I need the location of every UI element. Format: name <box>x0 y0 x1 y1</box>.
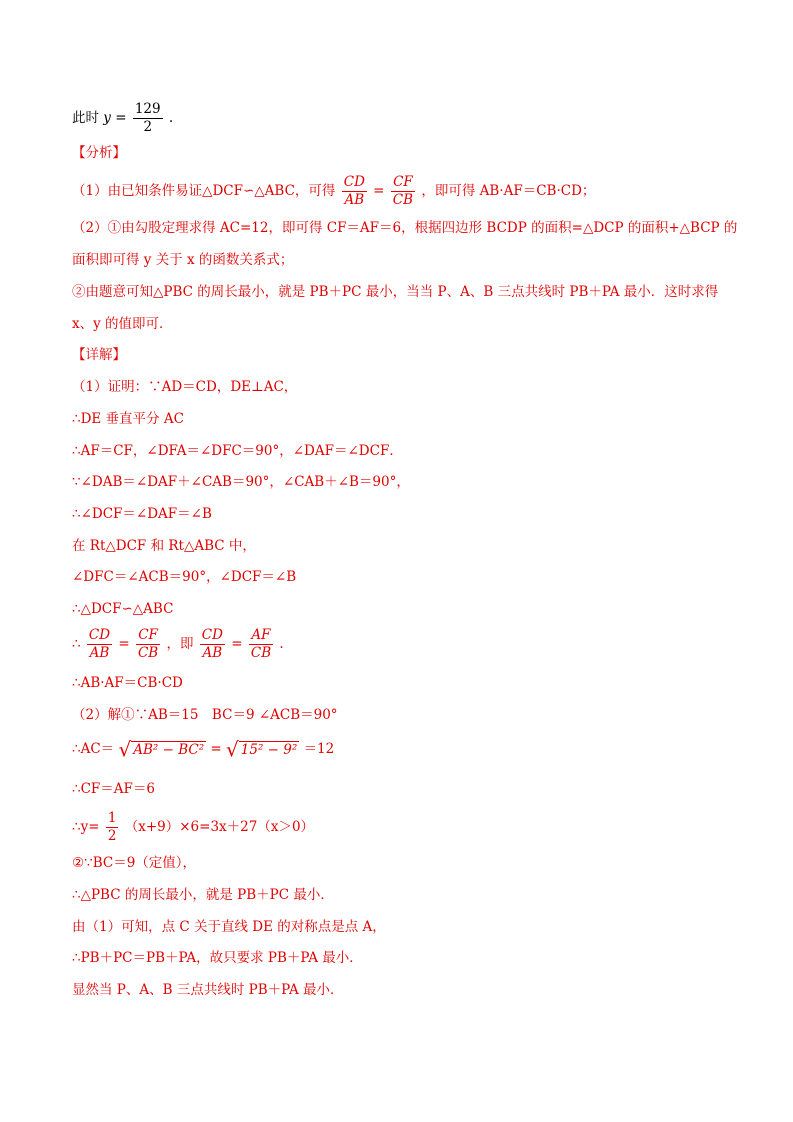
analysis-line-3a: ②由题意可知△PBC 的周长最小，就是 PB＋PC 最小，当当 P、A、B 三点共线时 PB＋PA 最小．这时求得 <box>72 284 719 300</box>
analysis-line-2a: （2）①由勾股定理求得 AC=12，即可得 CF＝AF＝6，根据四边形 BCDP 的面积=△DCP 的面积+△BCP 的 <box>72 220 738 236</box>
fraction-denominator: AB <box>202 645 223 661</box>
detail-line-5: ∴∠DCF＝∠DAF＝∠B <box>72 506 212 522</box>
fraction-numerator: CF <box>136 627 160 645</box>
detail-line-19: 显然当 P、A、B 三点共线时 PB＋PA 最小． <box>72 982 344 998</box>
detail-line-4: ∵∠DAB＝∠DAF＋∠CAB＝90°，∠CAB＋∠B＝90°， <box>72 474 410 490</box>
detail-line-13: ∴CF＝AF＝6 <box>72 781 155 797</box>
analysis-line-1 <box>72 174 595 209</box>
detail-line-16: ∴△PBC 的周长最小，就是 PB＋PC 最小． <box>72 887 334 903</box>
fraction-cf-cb <box>391 174 415 209</box>
result-suffix: . <box>168 110 174 126</box>
fraction-denominator: CB <box>137 645 159 661</box>
detail-line-17: 由（1）可知，点 C 关于直线 DE 的对称点是点 A， <box>72 919 386 935</box>
fraction-cd-ab <box>200 627 225 662</box>
result-fraction <box>133 101 163 136</box>
detail-header: 【详解】 <box>72 347 126 363</box>
fraction-numerator: 129 <box>134 101 161 117</box>
detail-line-3: ∴AF＝CF，∠DFA＝∠DFC＝90°，∠DAF＝∠DCF． <box>72 443 403 459</box>
analysis-header: 【分析】 <box>72 145 126 161</box>
fraction-denominator: CB <box>250 645 272 661</box>
result-var: y <box>103 110 111 126</box>
fraction-denominator: AB <box>89 645 110 661</box>
fraction-denominator: 2 <box>107 828 117 844</box>
fraction-denominator: 2 <box>143 119 153 135</box>
analysis-line-2b: 面积即可得 y 关于 x 的函数关系式； <box>72 252 294 268</box>
result-eq: = <box>110 110 131 126</box>
sqrt-icon: √ <box>118 737 132 762</box>
detail-line-15: ②∵BC＝9（定值）， <box>72 855 197 871</box>
fraction-cd-ab <box>87 627 112 662</box>
detail-text: ＝12 <box>303 741 335 757</box>
radicand: AB² − BC² <box>133 741 205 758</box>
fraction-af-cb <box>249 627 273 662</box>
detail-text: ∴AC＝ <box>72 741 115 757</box>
fraction-numerator: 1 <box>107 810 117 826</box>
fraction-numerator: CD <box>343 174 365 190</box>
analysis-line-3b: x、y 的值即可． <box>72 316 173 332</box>
sqrt-icon: √ <box>226 737 239 762</box>
fraction-numerator: AF <box>249 627 273 645</box>
detail-text: ∴y= <box>72 819 100 835</box>
detail-line-14 <box>72 810 314 845</box>
detail-line-6: 在 Rt△DCF 和 Rt△ABC 中， <box>72 538 256 554</box>
fraction-denominator: CB <box>392 192 414 208</box>
analysis-text: ，即可得 AB·AF＝CB·CD； <box>421 183 596 199</box>
detail-line-18: ∴PB＋PC＝PB＋PA，故只要求 PB＋PA 最小． <box>72 950 363 966</box>
equals-sign: = <box>368 183 389 199</box>
fraction-one-half <box>106 810 119 845</box>
radicand: 15² − 9² <box>240 741 298 758</box>
detail-line-10: ∴AB·AF＝CB·CD <box>72 675 183 691</box>
fraction-denominator: AB <box>344 192 365 208</box>
detail-text: （x+9）×6=3x＋27（x＞0） <box>124 819 315 835</box>
detail-line-8: ∴△DCF∽△ABC <box>72 601 174 617</box>
sqrt-expression-1 <box>118 739 206 760</box>
detail-line-1: （1）证明：∵AD＝CD，DE⊥AC， <box>72 379 298 395</box>
therefore-sign: ∴ <box>72 636 81 652</box>
detail-line-9 <box>72 627 284 662</box>
analysis-text: （1）由已知条件易证△DCF∽△ABC，可得 <box>72 183 336 199</box>
fraction-numerator: CD <box>201 627 223 643</box>
detail-text: ，即 <box>166 636 194 652</box>
detail-line-7: ∠DFC＝∠ACB＝90°，∠DCF＝∠B <box>72 569 297 585</box>
fraction-numerator: CD <box>88 627 111 643</box>
sqrt-expression-2 <box>226 739 299 760</box>
result-prefix: 此时 <box>72 110 99 126</box>
fraction-cf-cb <box>136 627 160 662</box>
equals-sign: = <box>226 636 247 652</box>
equals-sign: = <box>206 741 227 757</box>
period: . <box>279 636 284 652</box>
fraction-numerator: CF <box>391 174 415 192</box>
detail-line-12 <box>72 739 334 760</box>
equals-sign: = <box>114 636 134 652</box>
detail-line-11: （2）解①∵AB＝15 BC＝9 ∠ACB＝90° <box>72 707 338 723</box>
detail-line-2: ∴DE 垂直平分 AC <box>72 411 184 427</box>
fraction-cd-ab <box>342 174 367 209</box>
result-line <box>72 101 173 136</box>
